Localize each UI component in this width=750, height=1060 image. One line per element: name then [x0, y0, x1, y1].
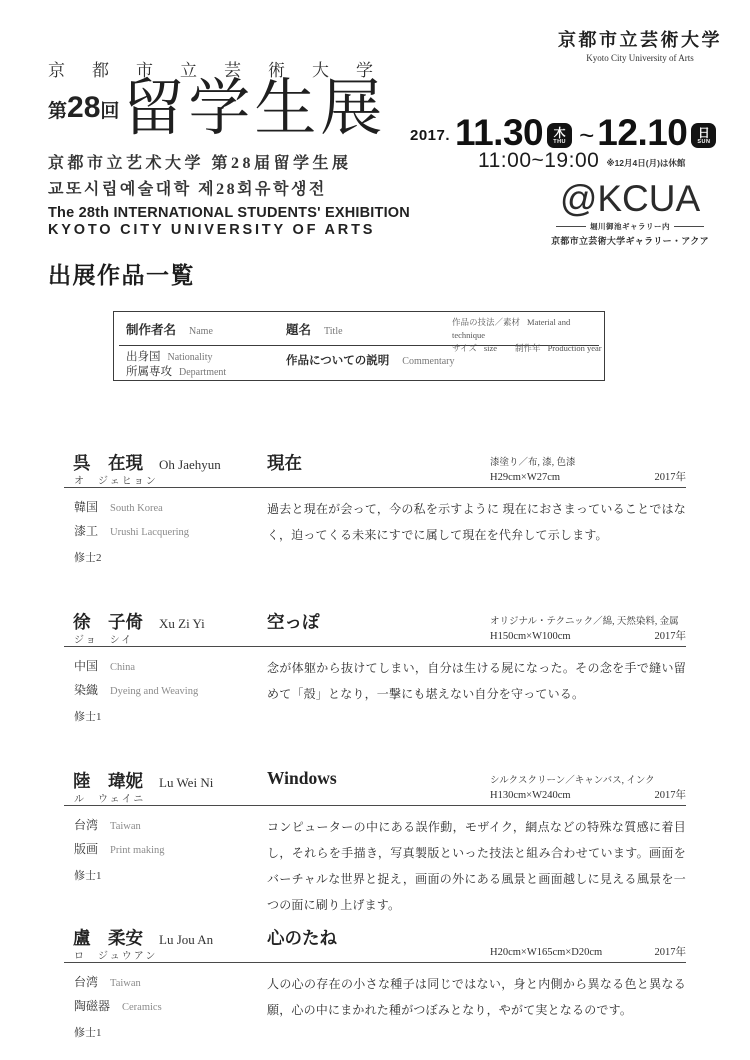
legend-title [286, 320, 343, 339]
entry-nationality-en: China [110, 662, 136, 673]
main-title-row [48, 74, 408, 143]
entry-commentary: 人の心の存在の小さな種子は同じではない，身と内側から異なる色と異なる願，心の中にまかれた種がつぼみとなり，やがて実となるのです。 [267, 977, 686, 1017]
entry [64, 449, 686, 567]
entry-nationality-en: Taiwan [110, 821, 141, 832]
entry-department-line [74, 679, 267, 703]
venue-logo-kcua: @KCUA [559, 178, 701, 219]
entry-artist-name-romanized: Oh Jaehyun [159, 457, 221, 472]
entry-body [64, 963, 686, 1042]
entry-technique: 漆塗り／布, 漆, 色漆 [490, 458, 576, 468]
entry-name-reading: ジョ シイ [74, 635, 134, 646]
entry-artist-name-romanized: Lu Wei Ni [159, 775, 214, 790]
legend-department-en: Department [179, 367, 227, 378]
entry-grade: 修士1 [74, 870, 102, 882]
legend-size-en: size [483, 343, 498, 353]
end-day-kanji: 日 [697, 125, 710, 140]
entry-work-title: 現在 [267, 453, 302, 473]
entry-work-title: 心のたね [267, 928, 337, 948]
entry-year: 2017年 [654, 790, 686, 801]
entry-commentary: 念が体躯から抜けてしまい，自分は生ける屍になった。その念を手で縫い留めて「殻」となり，一撃にも堪えない自分を守っている。 [267, 661, 686, 701]
entry-size: H29cm×W27cm [490, 472, 561, 483]
entry-head [64, 608, 686, 646]
entry-artist-name: 陸 瑋妮 [73, 771, 143, 791]
legend-title-jp: 題名 [286, 323, 312, 337]
date-range-tilde: ~ [579, 120, 595, 150]
entry-grade: 修士1 [74, 1027, 102, 1039]
title-english-line1: The 28th INTERNATIONAL STUDENTS' EXHIBITION [48, 205, 410, 221]
legend-name [126, 320, 213, 339]
entry-name-reading: オ ジェヒョン [74, 476, 158, 487]
entry [64, 608, 686, 726]
entry-size: H130cm×W240cm [490, 790, 571, 801]
entry-size: H20cm×W165cm×D20cm [490, 947, 603, 958]
event-start-date: 11.30 [455, 112, 544, 153]
legend-name-en: Name [189, 326, 213, 337]
entry-size-year-line [490, 470, 686, 485]
entry-artist-name-romanized: Xu Zi Yi [159, 616, 205, 631]
event-hours-row [478, 150, 685, 172]
start-day-badge [547, 123, 572, 148]
title-english-line2: KYOTO CITY UNIVERSITY OF ARTS [48, 222, 376, 238]
legend-technique-jp: 作品の技法／素材 [452, 317, 521, 327]
entry-technique-block [490, 616, 686, 644]
entry-nationality-en: South Korea [110, 503, 163, 514]
entry-artist-name: 呉 在現 [73, 453, 143, 473]
entry-head [64, 449, 686, 487]
legend-nationality-en: Nationality [167, 352, 213, 363]
entry-nationality-jp: 中国 [74, 659, 99, 673]
edition-suffix: 回 [100, 101, 120, 122]
edition-number: 28 [67, 91, 101, 124]
opening-hours: 11:00~19:00 [478, 149, 600, 172]
entry-department-line [74, 838, 267, 862]
dash-rule-right [674, 226, 704, 227]
entry-grade: 修士2 [74, 552, 102, 564]
title-chinese: 京都市立艺术大学 第28届留学生展 [48, 155, 352, 172]
legend-name-jp: 制作者名 [126, 323, 177, 337]
university-name-spaced: 京都市立芸術大学 [48, 61, 400, 80]
legend-box [113, 311, 605, 381]
edition-prefix: 第 [48, 101, 68, 122]
exhibition-main-title: 留学生展 [122, 74, 387, 143]
entry-year: 2017年 [654, 631, 686, 642]
legend-department-jp: 所属専攻 [126, 366, 172, 378]
entry-technique-block [490, 932, 686, 960]
entry-nationality-line [74, 655, 267, 679]
entry-nationality-line [74, 971, 267, 995]
event-date-row [410, 112, 716, 153]
entry-technique: シルクスクリーン／キャンバス, インク [490, 776, 655, 786]
event-end-date: 12.10 [597, 112, 688, 153]
entry-technique: オリジナル・テクニック／綿, 天然染料, 金属 [490, 617, 679, 627]
entry-head [64, 924, 686, 962]
section-title-works-list: 出展作品一覧 [48, 263, 195, 288]
start-day-kanji: 木 [553, 125, 566, 140]
entry-name-reading: ル ウェイニ [74, 794, 146, 805]
entry-left-column [64, 814, 267, 918]
entry-department-jp: 染織 [74, 683, 99, 697]
entry-artist-name: 徐 子倚 [73, 612, 143, 632]
entry-department-en: Print making [110, 845, 165, 856]
legend-row-1 [114, 312, 604, 353]
entry-nationality-jp: 台湾 [74, 818, 99, 832]
entry-technique-block [490, 457, 686, 485]
legend-department-line [126, 365, 226, 380]
entry-commentary: コンピューターの中にある誤作動，モザイク，網点などの特殊な質感に着目し，それらを手描き，写真製版といった技法と組み合わせています。画面をバーチャルな世界と捉え，画面の外にある風景と画面越しに見える風景を一つの面に刷り上げます。 [267, 820, 686, 912]
entry-size: H150cm×W100cm [490, 631, 571, 642]
entry-department-jp: 陶磁器 [74, 999, 111, 1013]
entry-grade: 修士1 [74, 711, 102, 723]
start-day-abbr: THU [553, 138, 567, 145]
entry-nationality-jp: 韓国 [74, 500, 99, 514]
entry-head [64, 767, 686, 805]
entry-body [64, 806, 686, 918]
entry-left-column [64, 971, 267, 1042]
legend-technique-en: Material and technique [452, 317, 571, 340]
entry-commentary: 過去と現在が会って，今の私を示すように 現在におさまっていることではなく，迫ってくる未来にすでに属して現在を代弁して示します。 [267, 502, 686, 542]
legend-commentary-jp: 作品についての説明 [286, 355, 390, 367]
legend-technique-line [452, 316, 604, 342]
entry-department-line [74, 995, 267, 1019]
legend-title-en: Title [324, 326, 343, 337]
entry-left-column [64, 655, 267, 726]
entry-body [64, 488, 686, 567]
legend-nationality-department [126, 350, 226, 380]
entry-work-title: 空っぽ [267, 612, 320, 632]
end-day-abbr: SUN [697, 138, 711, 145]
venue-block [534, 180, 726, 247]
university-logo-calligraphy: 京都市立芸術大学 [558, 30, 722, 50]
entry-technique-block [490, 775, 686, 803]
dash-rule-left [556, 226, 586, 227]
legend-size-jp: サイズ [452, 343, 477, 353]
legend-nationality-jp: 出身国 [126, 351, 161, 363]
entry-nationality-line [74, 496, 267, 520]
university-logo [558, 26, 722, 63]
legend-commentary-en: Commentary [402, 356, 455, 367]
entry-department-line [74, 520, 267, 544]
venue-location-line [534, 221, 726, 232]
entry-year: 2017年 [654, 947, 686, 958]
entry-nationality-en: Taiwan [110, 978, 141, 989]
entry-body [64, 647, 686, 726]
entry-left-column [64, 496, 267, 567]
legend-year-jp: 制作年 [515, 343, 541, 353]
entry-department-en: Ceramics [122, 1002, 162, 1013]
venue-gallery-name: 京都市立芸術大学ギャラリー・アクア [551, 236, 709, 246]
entry [64, 767, 686, 918]
legend-row-2 [114, 346, 604, 381]
edition-label [48, 93, 119, 123]
entry-technique [490, 932, 686, 945]
entry [64, 924, 686, 1042]
legend-commentary [286, 351, 455, 369]
entry-work-title: Windows [267, 768, 337, 788]
entry-artist-name: 盧 柔安 [73, 928, 143, 948]
entry-department-jp: 漆工 [74, 524, 99, 538]
entry-department-en: Dyeing and Weaving [110, 686, 199, 697]
entry-size-year-line [490, 629, 686, 644]
entry-nationality-line [74, 814, 267, 838]
entry-nationality-jp: 台湾 [74, 975, 99, 989]
entry-year: 2017年 [654, 472, 686, 483]
event-year: 2017. [410, 127, 451, 144]
university-logo-subtitle: Kyoto City University of Arts [586, 53, 694, 63]
entry-size-year-line [490, 945, 686, 960]
entry-name-reading: ロ ジュウアン [74, 951, 158, 962]
closed-note: ※12月4日(月)は休館 [606, 158, 686, 168]
legend-year-en: Production year [547, 343, 602, 353]
entry-department-en: Urushi Lacquering [110, 527, 190, 538]
end-day-badge [691, 123, 716, 148]
entry-artist-name-romanized: Lu Jou An [159, 932, 214, 947]
entry-department-jp: 版画 [74, 842, 99, 856]
venue-location-text: 堀川御池ギャラリー内 [590, 222, 670, 231]
header-title-block [48, 56, 408, 238]
title-korean: 교또시립예술대학 제28회유학생전 [48, 181, 327, 198]
legend-nationality-line [126, 350, 226, 365]
entry-size-year-line [490, 788, 686, 803]
